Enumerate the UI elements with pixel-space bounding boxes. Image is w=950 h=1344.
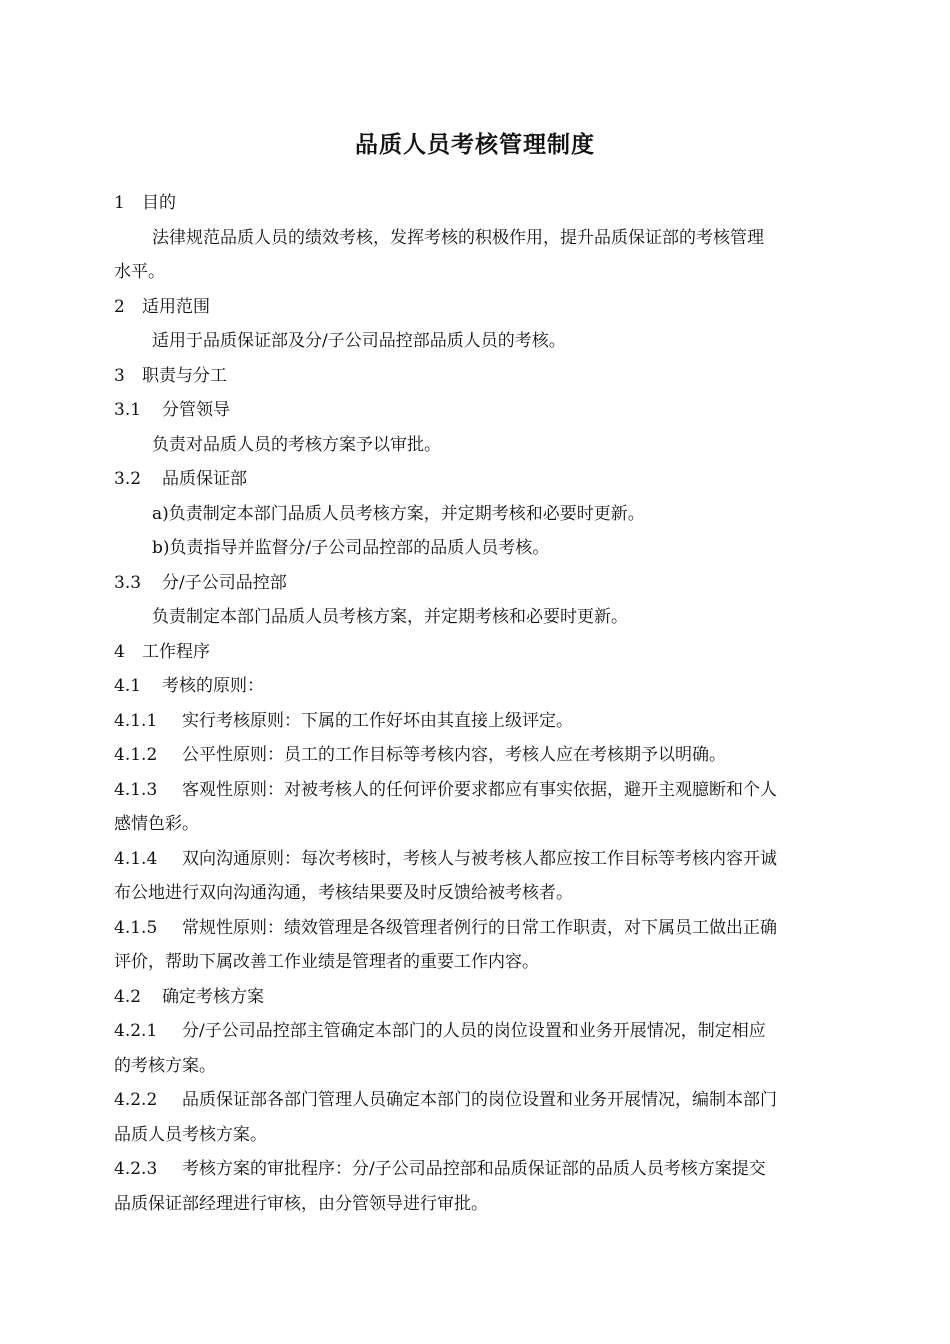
section-number: 3.1	[114, 400, 142, 420]
section-heading-line	[114, 704, 854, 739]
paragraph-line	[114, 531, 854, 566]
line-text: 分管领导	[162, 400, 230, 420]
line-text: 布公地进行双向沟通沟通，考核结果要及时反馈给被考核者。	[114, 883, 573, 903]
paragraph-line	[114, 255, 854, 290]
line-text: 工作程序	[142, 641, 210, 662]
section-heading-line	[114, 290, 854, 325]
paragraph-line	[114, 497, 854, 532]
line-text: 品质人员考核方案。	[114, 1124, 267, 1145]
section-number: 4.1.3	[114, 779, 158, 800]
line-text: 适用于品质保证部及分/子公司品控部品质人员的考核。	[152, 331, 566, 351]
line-text: 负责对品质人员的考核方案予以审批。	[152, 434, 441, 455]
line-text: 职责与分工	[142, 365, 227, 386]
line-text: 双向沟通原则：每次考核时，考核人与被考核人都应按工作目标等考核内容开诚	[182, 848, 777, 869]
paragraph-line	[114, 221, 854, 256]
section-heading-line	[114, 186, 854, 221]
line-text: 负责制定本部门品质人员考核方案，并定期考核和必要时更新。	[152, 607, 628, 627]
line-text: 品质保证部经理进行审核，由分管领导进行审批。	[114, 1193, 488, 1214]
line-text: 公平性原则：员工的工作目标等考核内容，考核人应在考核期予以明确。	[182, 745, 726, 765]
paragraph-line	[114, 876, 854, 911]
section-number: 4.1	[114, 676, 142, 696]
section-heading-line	[114, 980, 854, 1015]
section-number: 4	[114, 641, 125, 662]
section-heading-line	[114, 462, 854, 497]
line-text: 水平。	[114, 262, 165, 282]
section-heading-line	[114, 393, 854, 428]
section-heading-line	[114, 911, 854, 946]
section-heading-line	[114, 1152, 854, 1187]
paragraph-line	[114, 324, 854, 359]
section-heading-line	[114, 635, 854, 670]
line-text: 考核的原则：	[162, 676, 264, 696]
paragraph-line	[114, 1187, 854, 1222]
line-text: 适用范围	[142, 296, 210, 317]
line-text: 客观性原则：对被考核人的任何评价要求都应有事实依据，避开主观臆断和个人	[182, 779, 777, 800]
section-number: 1	[114, 193, 125, 213]
line-text: a)负责制定本部门品质人员考核方案，并定期考核和必要时更新。	[152, 503, 645, 524]
line-text: 分/子公司品控部	[162, 572, 287, 593]
line-text: 考核方案的审批程序：分/子公司品控部和品质保证部的品质人员考核方案提交	[182, 1159, 766, 1179]
line-text: 感情色彩。	[114, 814, 199, 834]
section-heading-line	[114, 842, 854, 877]
paragraph-line	[114, 945, 854, 980]
section-number: 4.1.1	[114, 710, 158, 731]
section-number: 3.2	[114, 469, 142, 489]
section-number: 4.1.2	[114, 745, 158, 765]
line-text: 的考核方案。	[114, 1055, 216, 1076]
section-heading-line	[114, 669, 854, 704]
section-heading-line	[114, 359, 854, 394]
section-heading-line	[114, 1014, 854, 1049]
section-number: 2	[114, 296, 125, 317]
section-number: 4.2	[114, 986, 142, 1007]
section-number: 3	[114, 365, 125, 386]
section-heading-line	[114, 738, 854, 773]
section-number: 3.3	[114, 572, 142, 593]
section-number: 4.1.5	[114, 917, 158, 938]
section-number: 4.2.2	[114, 1090, 158, 1110]
paragraph-line	[114, 1118, 854, 1153]
section-number: 4.2.3	[114, 1159, 158, 1179]
line-text: 常规性原则：绩效管理是各级管理者例行的日常工作职责，对下属员工做出正确	[182, 917, 777, 938]
line-text: b)负责指导并监督分/子公司品控部的品质人员考核。	[152, 538, 550, 558]
paragraph-line	[114, 807, 854, 842]
line-text: 实行考核原则：下属的工作好坏由其直接上级评定。	[182, 710, 573, 731]
line-text: 品质保证部	[162, 469, 247, 489]
line-text: 确定考核方案	[162, 986, 264, 1007]
paragraph-line	[114, 1049, 854, 1084]
section-number: 4.1.4	[114, 848, 158, 869]
document-body	[114, 186, 854, 1221]
section-heading-line	[114, 1083, 854, 1118]
section-heading-line	[114, 773, 854, 808]
document-title: 品质人员考核管理制度	[355, 132, 595, 158]
line-text: 评价，帮助下属改善工作业绩是管理者的重要工作内容。	[114, 952, 539, 972]
line-text: 法律规范品质人员的绩效考核，发挥考核的积极作用，提升品质保证部的考核管理	[152, 227, 764, 248]
line-text: 分/子公司品控部主管确定本部门的人员的岗位设置和业务开展情况，制定相应	[182, 1021, 766, 1041]
line-text: 目的	[142, 193, 176, 213]
paragraph-line	[114, 600, 854, 635]
paragraph-line	[114, 428, 854, 463]
section-number: 4.2.1	[114, 1021, 158, 1041]
line-text: 品质保证部各部门管理人员确定本部门的岗位设置和业务开展情况，编制本部门	[182, 1090, 777, 1110]
section-heading-line	[114, 566, 854, 601]
